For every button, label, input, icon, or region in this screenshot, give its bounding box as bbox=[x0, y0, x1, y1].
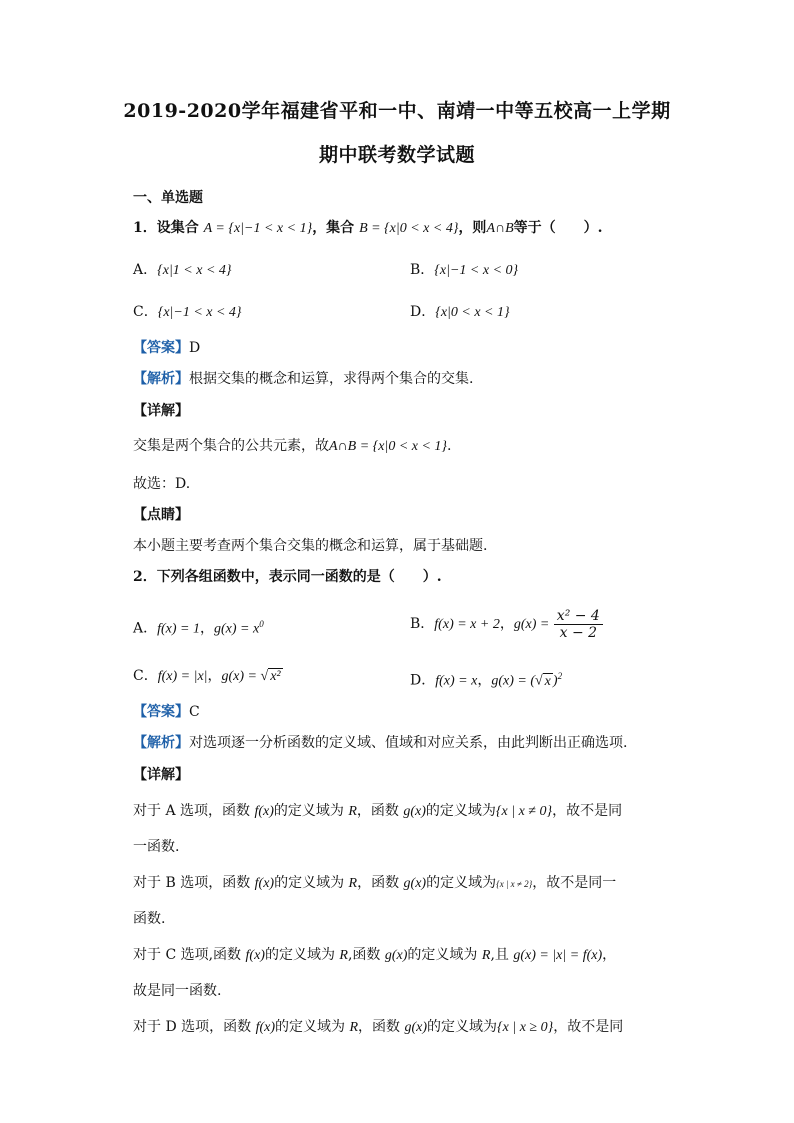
math-g: g(x) bbox=[404, 1020, 428, 1035]
detail-text: 的定义域为 bbox=[264, 947, 340, 963]
detail-text: 对于 D 选项，函数 bbox=[133, 1019, 256, 1035]
q2-option-c bbox=[133, 666, 283, 687]
fraction-denominator: x − 2 bbox=[559, 624, 598, 641]
math-set-b: B = {x|0 < x < 4} bbox=[359, 221, 459, 236]
math-set: {x | x ≥ 0} bbox=[497, 1020, 554, 1035]
question-number: 1． bbox=[133, 220, 157, 236]
q2-detail-a-line2: 一函数. bbox=[133, 839, 180, 855]
option-math-g: g(x) = x bbox=[214, 621, 260, 637]
option-math-g: g(x) = (√ bbox=[491, 673, 543, 689]
stem-text: ，则 bbox=[458, 220, 487, 236]
question-number: 2． bbox=[133, 569, 157, 585]
detail-text: ，故不是同一 bbox=[532, 875, 617, 891]
detail-text: 的定义域为 bbox=[275, 1019, 350, 1035]
math-g: g(x) bbox=[403, 804, 426, 819]
q2-detail-c-line2: 故是同一函数. bbox=[133, 983, 222, 999]
analysis-tag: 【解析】 bbox=[133, 735, 189, 751]
math-set: {x | x ≠ 0} bbox=[495, 804, 553, 819]
detail-text: ,且 bbox=[490, 947, 514, 963]
fraction bbox=[554, 608, 603, 641]
math-r: R bbox=[481, 948, 491, 963]
q2-analysis bbox=[133, 733, 627, 753]
analysis-text: 对选项逐一分析函数的定义域、值域和对应关系，由此判断出正确选项. bbox=[189, 735, 628, 751]
answer-tag: 【答案】 bbox=[133, 340, 189, 356]
option-math-g: g(x) = √ bbox=[221, 669, 269, 684]
option-label: B． bbox=[410, 262, 435, 278]
option-math-f: f(x) = |x| bbox=[157, 669, 208, 684]
math-r: R bbox=[339, 948, 348, 963]
fraction-numerator: x² − 4 bbox=[554, 608, 603, 625]
detail-text: ，函数 bbox=[358, 1019, 405, 1035]
option-label: A． bbox=[133, 262, 158, 278]
separator: ， bbox=[207, 668, 222, 684]
option-label: C． bbox=[133, 668, 158, 684]
q2-option-d bbox=[410, 666, 562, 692]
option-math-f: f(x) = x + 2 bbox=[434, 617, 500, 632]
option-math: {x|−1 < x < 4} bbox=[157, 305, 242, 320]
option-label: D． bbox=[410, 672, 436, 689]
option-label: A． bbox=[133, 620, 158, 637]
math-set: {x | x ≠ 2} bbox=[496, 879, 533, 889]
q1-option-d bbox=[410, 302, 510, 323]
math-r: R bbox=[348, 804, 357, 819]
math-set-a: A = {x|−1 < x < 1} bbox=[203, 221, 313, 236]
detail-text: 的定义域为 bbox=[273, 803, 349, 819]
answer-value: D bbox=[189, 340, 201, 356]
detail-text: ，函数 bbox=[357, 875, 404, 891]
detail-text: ，函数 bbox=[356, 803, 404, 819]
q2-detail-d-line1 bbox=[133, 1017, 623, 1038]
page-title-line1: 2019-2020学年福建省平和一中、南靖一中等五校高一上学期 bbox=[123, 100, 671, 122]
option-math-f: f(x) = 1 bbox=[157, 621, 200, 637]
question-1-stem bbox=[133, 218, 603, 239]
q2-detail-b-line1 bbox=[133, 873, 616, 894]
separator: ， bbox=[477, 672, 492, 689]
page-title-line2: 期中联考数学试题 bbox=[318, 144, 475, 166]
q1-comment: 本小题主要考查两个集合交集的概念和运算，属于基础题. bbox=[133, 538, 488, 554]
radicand: x bbox=[544, 673, 551, 689]
detail-text: 的定义域为 bbox=[425, 803, 496, 819]
stem-text: 下列各组函数中，表示同一函数的是（ ）. bbox=[156, 569, 442, 585]
analysis-tag: 【解析】 bbox=[133, 371, 189, 387]
question-2-stem bbox=[133, 567, 442, 587]
stem-text: ，集合 bbox=[312, 220, 355, 236]
q2-detail-b-line2: 函数. bbox=[133, 911, 166, 927]
detail-text: 的定义域为 bbox=[426, 875, 497, 891]
option-label: C． bbox=[133, 304, 158, 320]
detail-text: 交集是两个集合的公共元素，故 bbox=[133, 438, 329, 454]
detail-text: ， bbox=[602, 947, 617, 963]
math-f: f(x) bbox=[254, 876, 275, 891]
q2-detail-tag: 【详解】 bbox=[133, 767, 189, 783]
section-heading: 一、单选题 bbox=[133, 190, 203, 206]
detail-text: 对于 B 选项，函数 bbox=[133, 875, 255, 891]
detail-math: A∩B = {x|0 < x < 1} bbox=[329, 439, 448, 454]
detail-text: . bbox=[447, 438, 452, 454]
q1-detail bbox=[133, 436, 451, 457]
option-label: D． bbox=[410, 304, 436, 320]
q2-option-b bbox=[410, 604, 603, 645]
option-math: {x|−1 < x < 0} bbox=[434, 263, 519, 278]
detail-text: 对于 A 选项，函数 bbox=[133, 803, 255, 819]
q2-detail-c-line1 bbox=[133, 945, 616, 966]
math-r: R bbox=[348, 876, 358, 891]
detail-text: 的定义域为 bbox=[274, 875, 349, 891]
detail-text: ，故不是同 bbox=[552, 803, 623, 819]
answer-tag: 【答案】 bbox=[133, 704, 189, 720]
math-f: f(x) bbox=[245, 948, 265, 963]
option-math-f: f(x) = x bbox=[435, 673, 478, 689]
detail-text: 的定义域为 bbox=[407, 947, 482, 963]
q1-choose: 故选：D. bbox=[133, 476, 191, 492]
q2-answer bbox=[133, 702, 200, 722]
math-g: g(x) bbox=[403, 876, 427, 891]
stem-text: 设集合 bbox=[156, 220, 199, 236]
q1-option-b bbox=[410, 260, 518, 281]
q1-answer bbox=[133, 338, 200, 358]
math-equation: g(x) = |x| = f(x) bbox=[513, 948, 603, 963]
option-math-g: g(x) = bbox=[513, 617, 550, 632]
q1-option-c bbox=[133, 302, 242, 323]
q1-option-a bbox=[133, 260, 232, 281]
math-r: R bbox=[349, 1020, 359, 1035]
detail-text: 的定义域为 bbox=[427, 1019, 498, 1035]
q1-detail-tag: 【详解】 bbox=[133, 403, 189, 419]
q1-analysis bbox=[133, 369, 473, 389]
detail-text: ，故不是同 bbox=[553, 1019, 624, 1035]
math-f: f(x) bbox=[255, 1020, 276, 1035]
option-math: {x|1 < x < 4} bbox=[157, 263, 232, 278]
stem-text: 等于（ ）. bbox=[513, 220, 603, 236]
analysis-text: 根据交集的概念和运算，求得两个集合的交集. bbox=[189, 371, 474, 387]
option-math: {x|0 < x < 1} bbox=[435, 305, 510, 320]
q2-detail-a-line1 bbox=[133, 801, 622, 822]
answer-value: C bbox=[189, 704, 200, 720]
q1-comment-tag: 【点睛】 bbox=[133, 507, 189, 523]
exponent: 0 bbox=[259, 619, 264, 629]
separator: ， bbox=[200, 620, 214, 637]
math-intersection: A∩B bbox=[486, 221, 514, 236]
paren-close: ) bbox=[552, 673, 558, 689]
detail-text: 对于 C 选项,函数 bbox=[133, 947, 246, 963]
math-g: g(x) bbox=[384, 948, 408, 963]
detail-text: ,函数 bbox=[347, 947, 385, 963]
q2-option-a bbox=[133, 614, 264, 640]
exponent: 2 bbox=[557, 671, 563, 681]
radicand: x² bbox=[270, 669, 281, 684]
option-label: B． bbox=[410, 616, 435, 632]
math-f: f(x) bbox=[254, 804, 274, 819]
separator: ， bbox=[499, 616, 514, 632]
